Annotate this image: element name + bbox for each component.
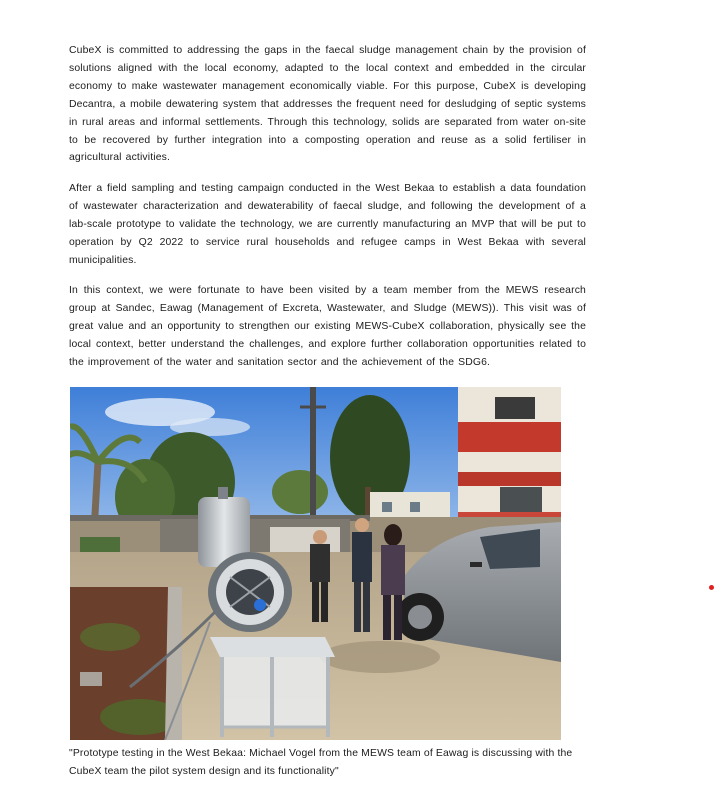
prototype-photo [70, 387, 561, 740]
paragraph-mews-visit: In this context, we were fortunate to have been visited by a team member from the MEWS research group at Sandec, Eawag (Management of Excreta, Wastewater, and Sludge (MEWS)). This visit was of great value and an opportunity to strengthen our existing MEWS-CubeX collaboration, physically see the local context, better understand the challenges, and explore further collaboration opportunities related to the improvement of the water and sanitation sector and the achievement of the SDG6. [69, 285, 586, 368]
red-marker-dot [709, 585, 714, 590]
paragraph-field-campaign: After a field sampling and testing campaign conducted in the West Bekaa to establish a data foundation of wastewater characterization and dewaterability of faecal sludge, and following the development of a lab-scale prototype to validate the technology, we are currently manufacturing an MVP that will be put to operation by Q2 2022 to service rural households and refugee camps in West Bekaa with several municipalities. [69, 183, 586, 266]
paragraph-cubex-mission: CubeX is committed to addressing the gaps in the faecal sludge management chain by the provision of solutions aligned with the local economy, adapted to the local context and embedded in the circular economy to make wastewater management economically viable. For this purpose, CubeX is developing Decantra, a mobile dewatering system that addresses the frequent need for desludging of septic systems in rural areas and informal settlements. Through this technology, solids are separated from water on-site to be recovered by further integration into a composting operation and reuse as a solid fertiliser in agricultural activities. [69, 45, 586, 164]
figure-caption: "Prototype testing in the West Bekaa: Michael Vogel from the MEWS team of Eawag is discussing with the CubeX team the pilot system design and its functionality" [69, 748, 573, 777]
